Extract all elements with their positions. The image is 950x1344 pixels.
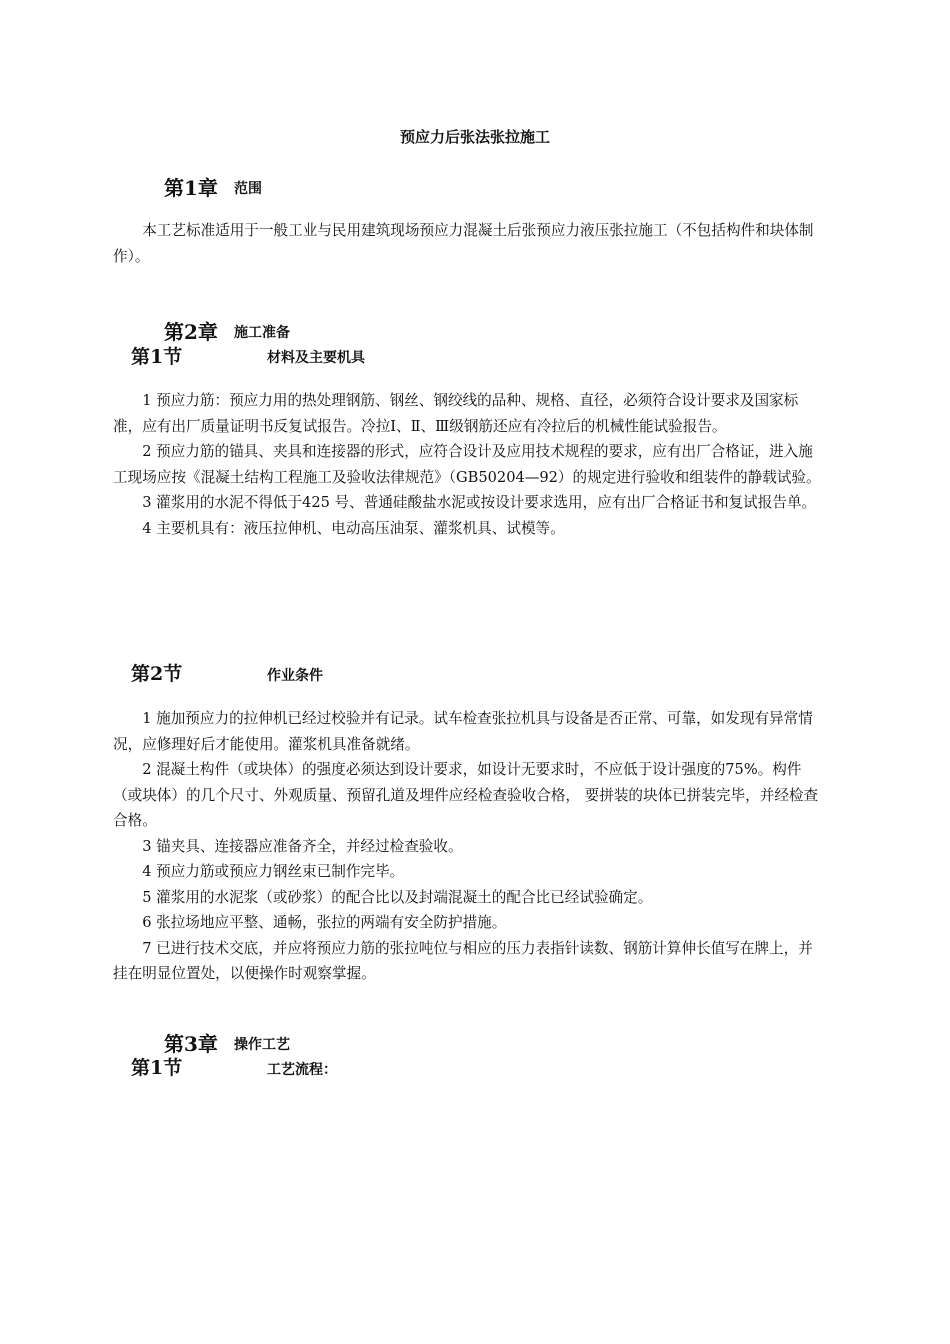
chapter-3-title: 操作工艺 (234, 1037, 290, 1053)
section-3-1-title: 工艺流程： (267, 1062, 337, 1078)
section-2-1-number: 第1节 (131, 346, 183, 368)
chapter-1-body (113, 218, 821, 269)
paragraph: 4 预应力筋或预应力钢丝束已制作完毕。 (142, 863, 405, 880)
paragraph: 本工艺标准适用于一般工业与民用建筑现场预应力混凝土后张预应力液压张拉施工（不包括构件和块体制作）。 (113, 222, 814, 265)
section-2-2-body (113, 706, 821, 987)
chapter-2-title: 施工准备 (234, 325, 290, 341)
paragraph: 7 已进行技术交底，并应将预应力筋的张拉吨位与相应的压力表指针读数、钢筋计算伸长值写在牌上，并挂在明显位置处，以便操作时观察掌握。 (113, 939, 813, 982)
chapter-3-number: 第3章 (164, 1032, 218, 1056)
section-2-2-number: 第2节 (131, 663, 183, 685)
paragraph: 2 预应力筋的锚具、夹具和连接器的形式，应符合设计及应用技术规程的要求，应有出厂合格证，进入施工现场应按《混凝土结构工程施工及验收法律规范》（GB50204—92）的规定进行验收和组装件的静载试验。 (113, 443, 821, 486)
paragraph: 4 主要机具有：液压拉伸机、电动高压油泵、灌浆机具、试模等。 (142, 519, 565, 537)
paragraph: 5 灌浆用的水泥浆（或砂浆）的配合比以及封端混凝土的配合比已经试验确定。 (142, 888, 653, 906)
chapter-1-number: 第1章 (164, 176, 218, 200)
chapter-2-number: 第2章 (164, 320, 218, 344)
section-2-2-title: 作业条件 (267, 668, 323, 684)
chapter-1-title: 范围 (234, 181, 262, 197)
document-title: 预应力后张法张拉施工 (399, 128, 550, 146)
paragraph: 1 施加预应力的拉伸机已经过校验并有记录。试车检查张拉机具与设备是否正常、可靠，如发现有异常情况，应修理好后才能使用。灌浆机具准备就绪。 (113, 710, 813, 753)
section-2-1-body (113, 388, 821, 541)
section-3-1-number: 第1节 (131, 1057, 183, 1079)
paragraph: 3 灌浆用的水泥不得低于425 号、普通硅酸盐水泥或按设计要求选用，应有出厂合格证书和复试报告单。 (142, 494, 817, 511)
paragraph: 6 张拉场地应平整、通畅，张拉的两端有安全防护措施。 (142, 914, 507, 931)
paragraph: 1 预应力筋：预应力用的热处理钢筋、钢丝、钢绞线的品种、规格、直径，必须符合设计要求及国家标准，应有出厂质量证明书反复试报告。冷拉Ⅰ、Ⅱ、Ⅲ级钢筋还应有冷拉后的机械性能试验报告。 (113, 392, 799, 435)
paragraph: 3 锚夹具、连接器应准备齐全，并经过检查验收。 (142, 837, 463, 855)
section-2-1-title: 材料及主要机具 (267, 350, 365, 366)
paragraph: 2 混凝土构件（或块体）的强度必须达到设计要求，如设计无要求时，不应低于设计强度的75%。构件（或块体）的几个尺寸、外观质量、预留孔道及埋件应经检查验收合格， 要拼装的块体已拼装完毕，并经检查合格。 (113, 761, 819, 829)
